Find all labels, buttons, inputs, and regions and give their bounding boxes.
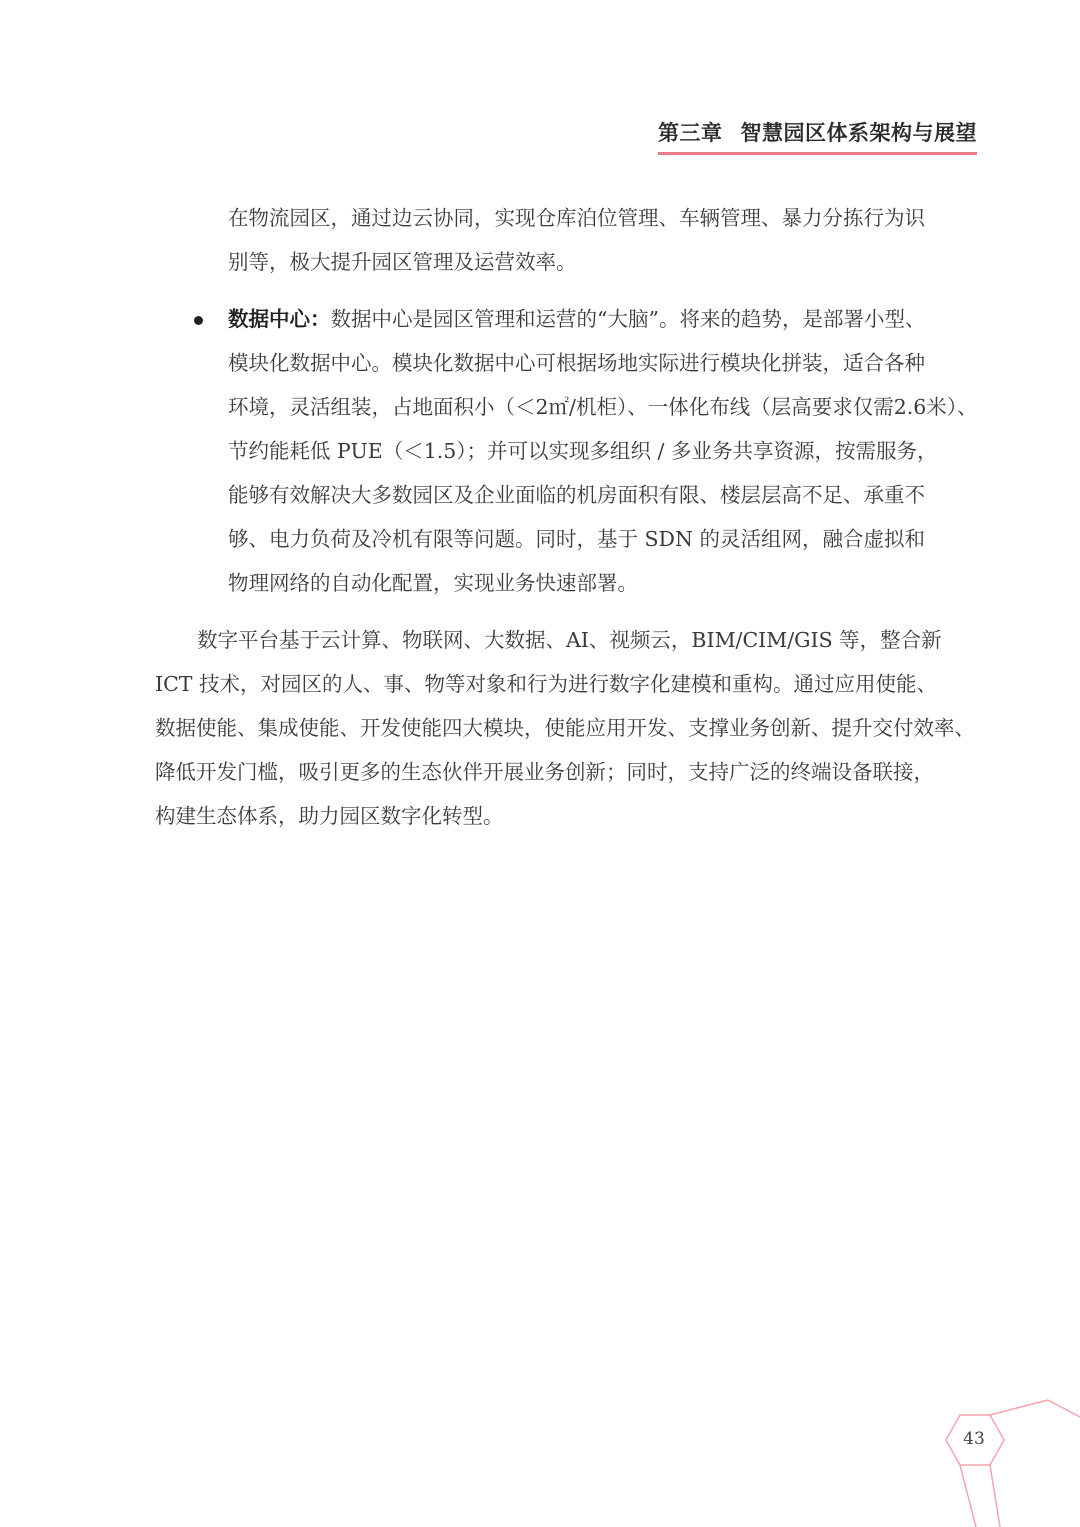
- chapter-label: 第三章: [658, 121, 723, 145]
- paragraph-line: 构建生态体系，助力园区数字化转型。: [155, 804, 504, 828]
- bullet-icon: [194, 316, 203, 325]
- paragraph-line: 够、电力负荷及冷机有限等问题。同时，基于 SDN 的灵活组网，融合虚拟和: [228, 527, 925, 551]
- paragraph-line: 物理网络的自动化配置，实现业务快速部署。: [228, 571, 638, 595]
- bullet-item-data-center: [228, 297, 980, 605]
- paragraph-line: 能够有效解决大多数园区及企业面临的机房面积有限、楼层层高不足、承重不: [228, 483, 925, 507]
- paragraph-line: 在物流园区，通过边云协同，实现仓库泊位管理、车辆管理、暴力分拣行为识: [228, 206, 925, 230]
- paragraph-line: 模块化数据中心。模块化数据中心可根据场地实际进行模块化拼装，适合各种: [228, 351, 925, 375]
- page-number: 43: [963, 1429, 985, 1449]
- main-paragraph: [155, 618, 980, 838]
- continuation-paragraph: [228, 196, 980, 284]
- paragraph-line: 降低开发门槛，吸引更多的生态伙伴开展业务创新；同时，支持广泛的终端设备联接，: [155, 760, 934, 784]
- paragraph-line: ICT 技术，对园区的人、事、物等对象和行为进行数字化建模和重构。通过应用使能、: [155, 672, 937, 696]
- chapter-header: [658, 118, 977, 148]
- bullet-term: 数据中心：: [228, 307, 331, 331]
- chapter-underline: [658, 152, 977, 155]
- chapter-name: 智慧园区体系架构与展望: [740, 121, 977, 145]
- chapter-title: [658, 118, 977, 148]
- paragraph-line: 数据使能、集成使能、开发使能四大模块，使能应用开发、支撑业务创新、提升交付效率、: [155, 716, 975, 740]
- paragraph-line: 别等，极大提升园区管理及运营效率。: [228, 250, 577, 274]
- paragraph-line: 节约能耗低 PUE（＜1.5）；并可以实现多组织 / 多业务共享资源，按需服务，: [228, 439, 938, 463]
- paragraph-line: 数字平台基于云计算、物联网、大数据、AI、视频云，BIM/CIM/GIS 等，整合新: [197, 628, 942, 652]
- bullet-line-text: 数据中心是园区管理和运营的“大脑”。将来的趋势，是部署小型、: [330, 307, 926, 331]
- paragraph-line: 环境，灵活组装，占地面积小（＜2㎡/机柜）、一体化布线（层高要求仅需2.6米）、: [228, 395, 978, 419]
- paragraph-line: [228, 297, 980, 341]
